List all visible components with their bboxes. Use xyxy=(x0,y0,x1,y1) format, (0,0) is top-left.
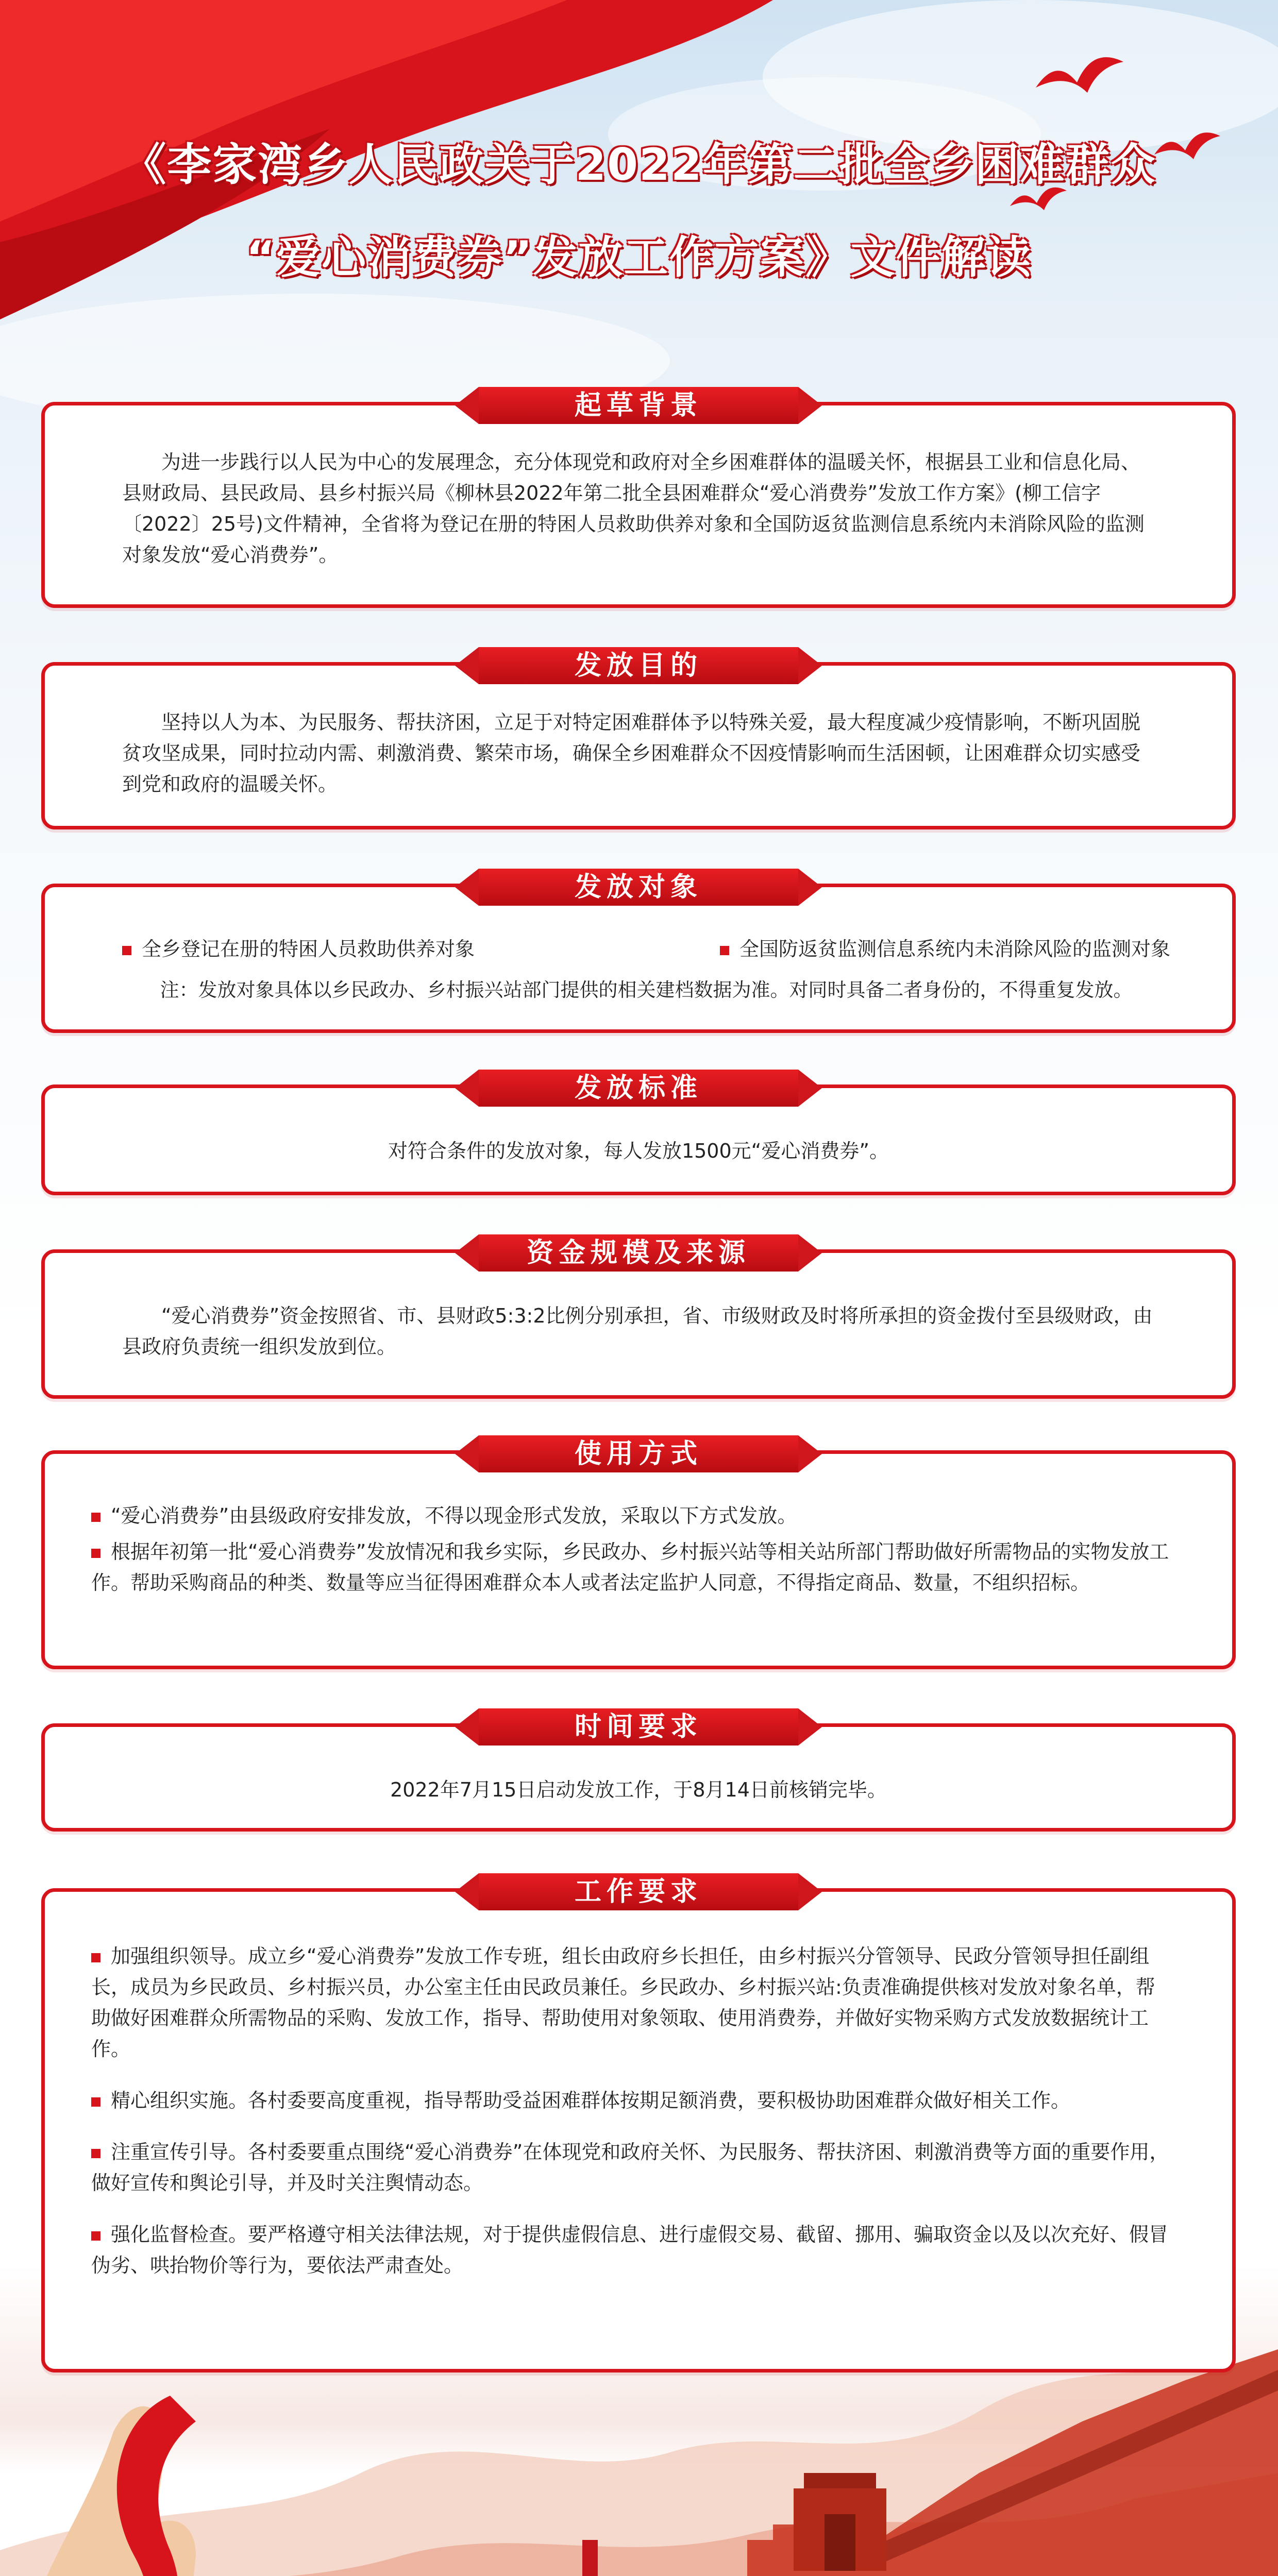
target-item: 全国防返贫监测信息系统内未消除风险的监测对象 xyxy=(720,934,1170,964)
time-text: 2022年7月15日启动发放工作，于8月14日前核销完毕。 xyxy=(390,1778,887,1801)
section-heading-work: 工作要求 xyxy=(479,1873,798,1910)
section-heading-funding: 资金规模及来源 xyxy=(479,1234,798,1272)
section-standard xyxy=(41,1073,1236,1195)
targets-note: 注：发放对象具体以乡民政办、乡村振兴站部门提供的相关建档数据为准。对同时具备二者身份的，不得重复发放。 xyxy=(160,979,1133,1001)
work-item: 加强组织领导。成立乡“爱心消费券”发放工作专班，组长由政府乡长担任，由乡村振兴分管领导、民政分管领导担任副组长，成员为乡民政员、乡村振兴员，办公室主任由民政员兼任。乡民政办、乡村振兴站:负责准确提供核对发放对象名单，帮助做好困难群众所需物品的采购、发放工作，指导、帮助使用对象领取、使用消费券，并做好实物采购方式发放数据统计工作。 xyxy=(91,1945,1155,2060)
work-item: 注重宣传引导。各村委要重点围绕“爱心消费券”在体现党和政府关怀、为民服务、帮扶济困、刺激消费等方面的重要作用，做好宣传和舆论引导，并及时关注舆情动态。 xyxy=(91,2141,1169,2194)
bullet-square-icon xyxy=(122,946,131,955)
work-item: 精心组织实施。各村委要高度重视，指导帮助受益困难群体按期足额消费，要积极协助困难群众做好相关工作。 xyxy=(91,2085,1170,2116)
usage-item: 根据年初第一批“爱心消费券”发放情况和我乡实际，乡民政办、乡村振兴站等相关站所部门帮助做好所需物品的实物发放工作。帮助采购商品的种类、数量等应当征得困难群众本人或者法定监护人同意，不得指定商品、数量，不组织招标。 xyxy=(91,1540,1169,1594)
bullet-square-icon xyxy=(91,1513,100,1522)
section-heading-time: 时间要求 xyxy=(479,1708,798,1745)
section-heading-targets: 发放对象 xyxy=(479,869,798,906)
page-title-line-1: 《李家湾乡人民政关于2022年第二批全乡困难群众 xyxy=(122,139,1156,191)
bullet-square-icon xyxy=(91,1953,100,1962)
bullet-square-icon xyxy=(91,2097,100,2107)
section-heading-usage: 使用方式 xyxy=(479,1435,798,1472)
background-text: 为进一步践行以人民为中心的发展理念，充分体现党和政府对全乡困难群体的温暖关怀，根据县工业和信息化局、县财政局、县民政局、县乡村振兴局《柳林县2022年第二批全县困难群众“爱心消费券”发放工作方案》(柳工信字〔2022〕25号)文件精神，全省将为登记在册的特困人员救助供养对象和全国防返贫监测信息系统内未消除风险的监测对象发放“爱心消费券”。 xyxy=(122,451,1145,566)
section-heading-background: 起草背景 xyxy=(479,387,798,424)
section-targets xyxy=(41,872,1236,1033)
target-item: 全乡登记在册的特困人员救助供养对象 xyxy=(122,934,475,964)
funding-text: “爱心消费券”资金按照省、市、县财政5:3:2比例分别承担，省、市级财政及时将所承担的资金拨付至县级财政，由县政府负责统一组织发放到位。 xyxy=(122,1304,1153,1358)
usage-item: “爱心消费券”由县级政府安排发放，不得以现金形式发放，采取以下方式发放。 xyxy=(91,1500,1170,1531)
bullet-square-icon xyxy=(91,1549,100,1558)
work-item: 强化监督检查。要严格遵守相关法律法规，对于提供虚假信息、进行虚假交易、截留、挪用、骗取资金以及以次充好、假冒伪劣、哄抬物价等行为，要依法严肃查处。 xyxy=(91,2223,1169,2277)
section-work xyxy=(41,1876,1236,2372)
purpose-text: 坚持以人为本、为民服务、帮扶济困，立足于对特定困难群体予以特殊关爱，最大程度减少疫情影响，不断巩固脱贫攻坚成果，同时拉动内需、刺激消费、繁荣市场，确保全乡困难群众不因疫情影响而生活困顿，让困难群众切实感受到党和政府的温暖关怀。 xyxy=(122,711,1141,795)
section-time xyxy=(41,1711,1236,1832)
bullet-square-icon xyxy=(91,2149,100,2158)
section-purpose xyxy=(41,650,1236,829)
standard-text: 对符合条件的发放对象，每人发放1500元“爱心消费券”。 xyxy=(388,1140,889,1162)
section-funding xyxy=(41,1238,1236,1399)
targets-list xyxy=(122,934,1170,964)
section-background xyxy=(41,390,1236,608)
section-usage xyxy=(41,1438,1236,1669)
section-heading-standard: 发放标准 xyxy=(479,1070,798,1107)
section-heading-purpose: 发放目的 xyxy=(479,647,798,684)
bullet-square-icon xyxy=(720,946,729,955)
page-title-line-2: “爱心消费券”发放工作方案》文件解读 xyxy=(246,232,1032,283)
bullet-square-icon xyxy=(91,2231,100,2241)
